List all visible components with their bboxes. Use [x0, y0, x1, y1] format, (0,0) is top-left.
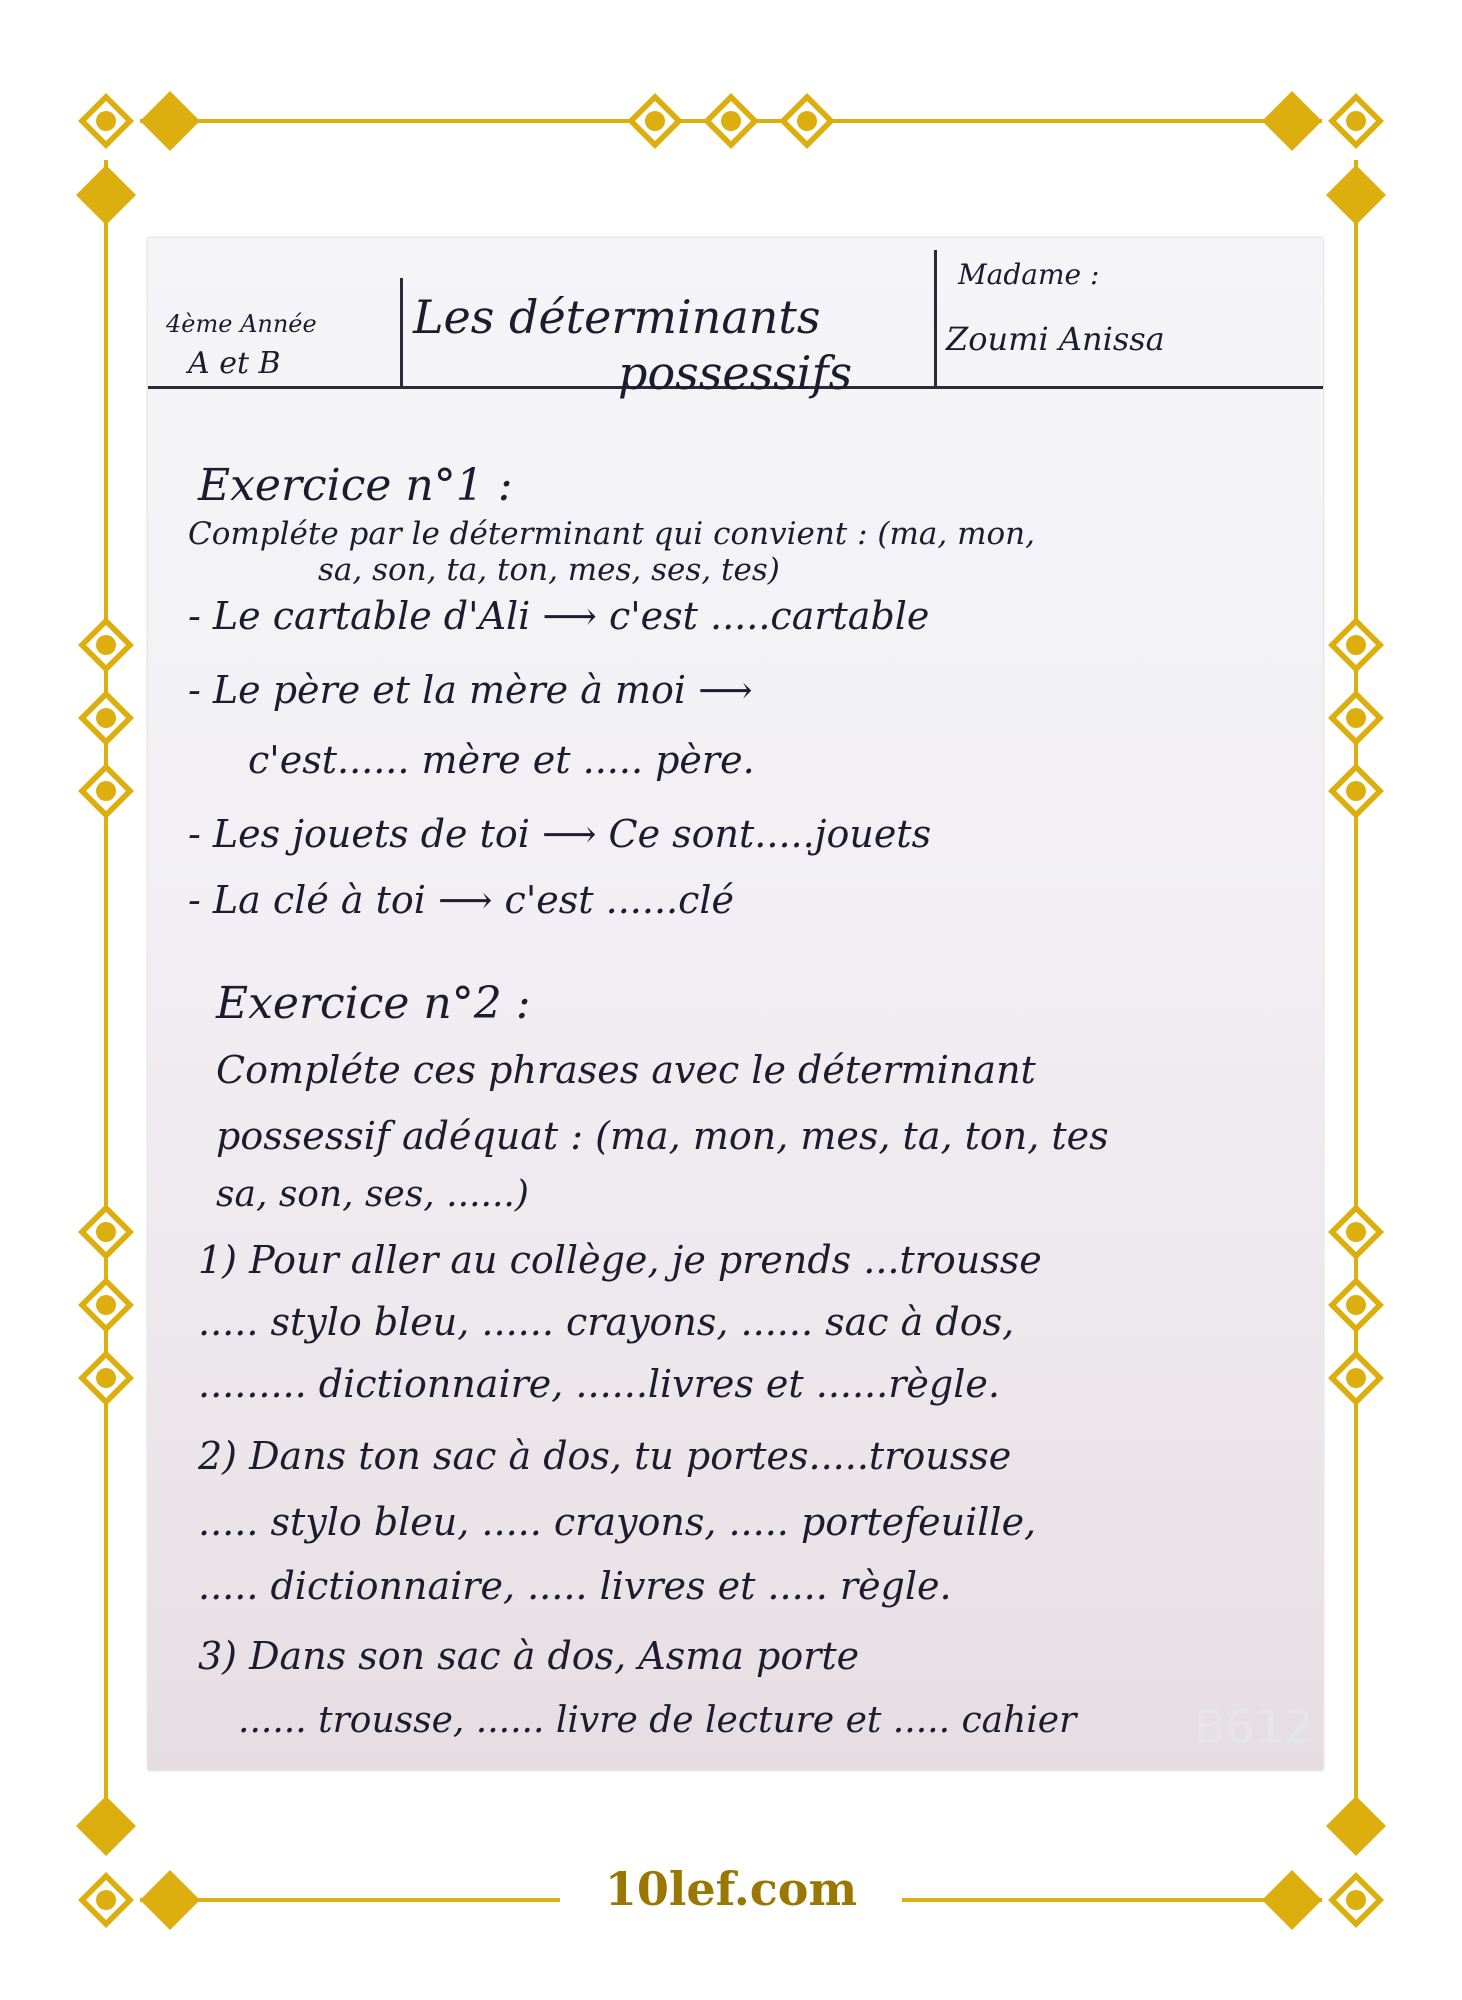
exercise2-line: 2) Dans ton sac à dos, tu portes.....trousse [198, 1434, 1012, 1478]
exercise1-item: - Le père et la mère à moi ⟶ [188, 668, 753, 712]
page-title-line2: possessifs [618, 346, 853, 400]
site-footer[interactable]: 10lef.com [560, 1862, 902, 1916]
exercise1-item: - Le cartable d'Ali ⟶ c'est .....cartable [188, 594, 930, 638]
exercise2-line: ..... dictionnaire, ..... livres et ..... règle. [198, 1564, 952, 1608]
grade-line2: A et B [188, 346, 281, 381]
exercise2-title: Exercice n°2 : [216, 978, 531, 1029]
teacher-label: Madame : [958, 258, 1100, 291]
header-divider-left [400, 278, 403, 388]
exercise1-item: - La clé à toi ⟶ c'est ......clé [188, 878, 735, 922]
exercise2-line: ..... stylo bleu, ..... crayons, ..... portefeuille, [198, 1500, 1037, 1544]
exercise2-line: 1) Pour aller au collège, je prends ...trousse [198, 1238, 1042, 1282]
exercise2-line: ......... dictionnaire, ......livres et ......règle. [198, 1362, 1000, 1406]
grade-line1: 4ème Année [166, 310, 317, 338]
exercise1-instruction-line2: sa, son, ta, ton, mes, ses, tes) [318, 552, 780, 588]
exercise2-instruction-line2: possessif adéquat : (ma, mon, mes, ta, ton, tes [216, 1114, 1109, 1158]
header-divider-right [934, 250, 937, 388]
exercise2-line: 3) Dans son sac à dos, Asma porte [198, 1634, 860, 1678]
teacher-name: Zoumi Anissa [946, 320, 1165, 358]
exercise2-line: ...... trousse, ...... livre de lecture et ..... cahier [238, 1700, 1077, 1741]
exercise2-instruction-line1: Compléte ces phrases avec le déterminant [216, 1048, 1036, 1092]
exercise2-line: ..... stylo bleu, ...... crayons, ...... sac à dos, [198, 1300, 1015, 1344]
exercise1-instruction-line1: Compléte par le déterminant qui convient : (ma, mon, [188, 516, 1035, 552]
exercise2-instruction-line3: sa, son, ses, ......) [216, 1174, 529, 1215]
exercise1-item: - Les jouets de toi ⟶ Ce sont.....jouets [188, 812, 932, 856]
worksheet-photo [148, 238, 1323, 1770]
page-title-line1: Les déterminants [413, 290, 821, 344]
exercise1-title: Exercice n°1 : [198, 460, 513, 511]
exercise1-item: c'est...... mère et ..... père. [248, 738, 755, 782]
camera-watermark: B612 [1194, 1700, 1314, 1754]
